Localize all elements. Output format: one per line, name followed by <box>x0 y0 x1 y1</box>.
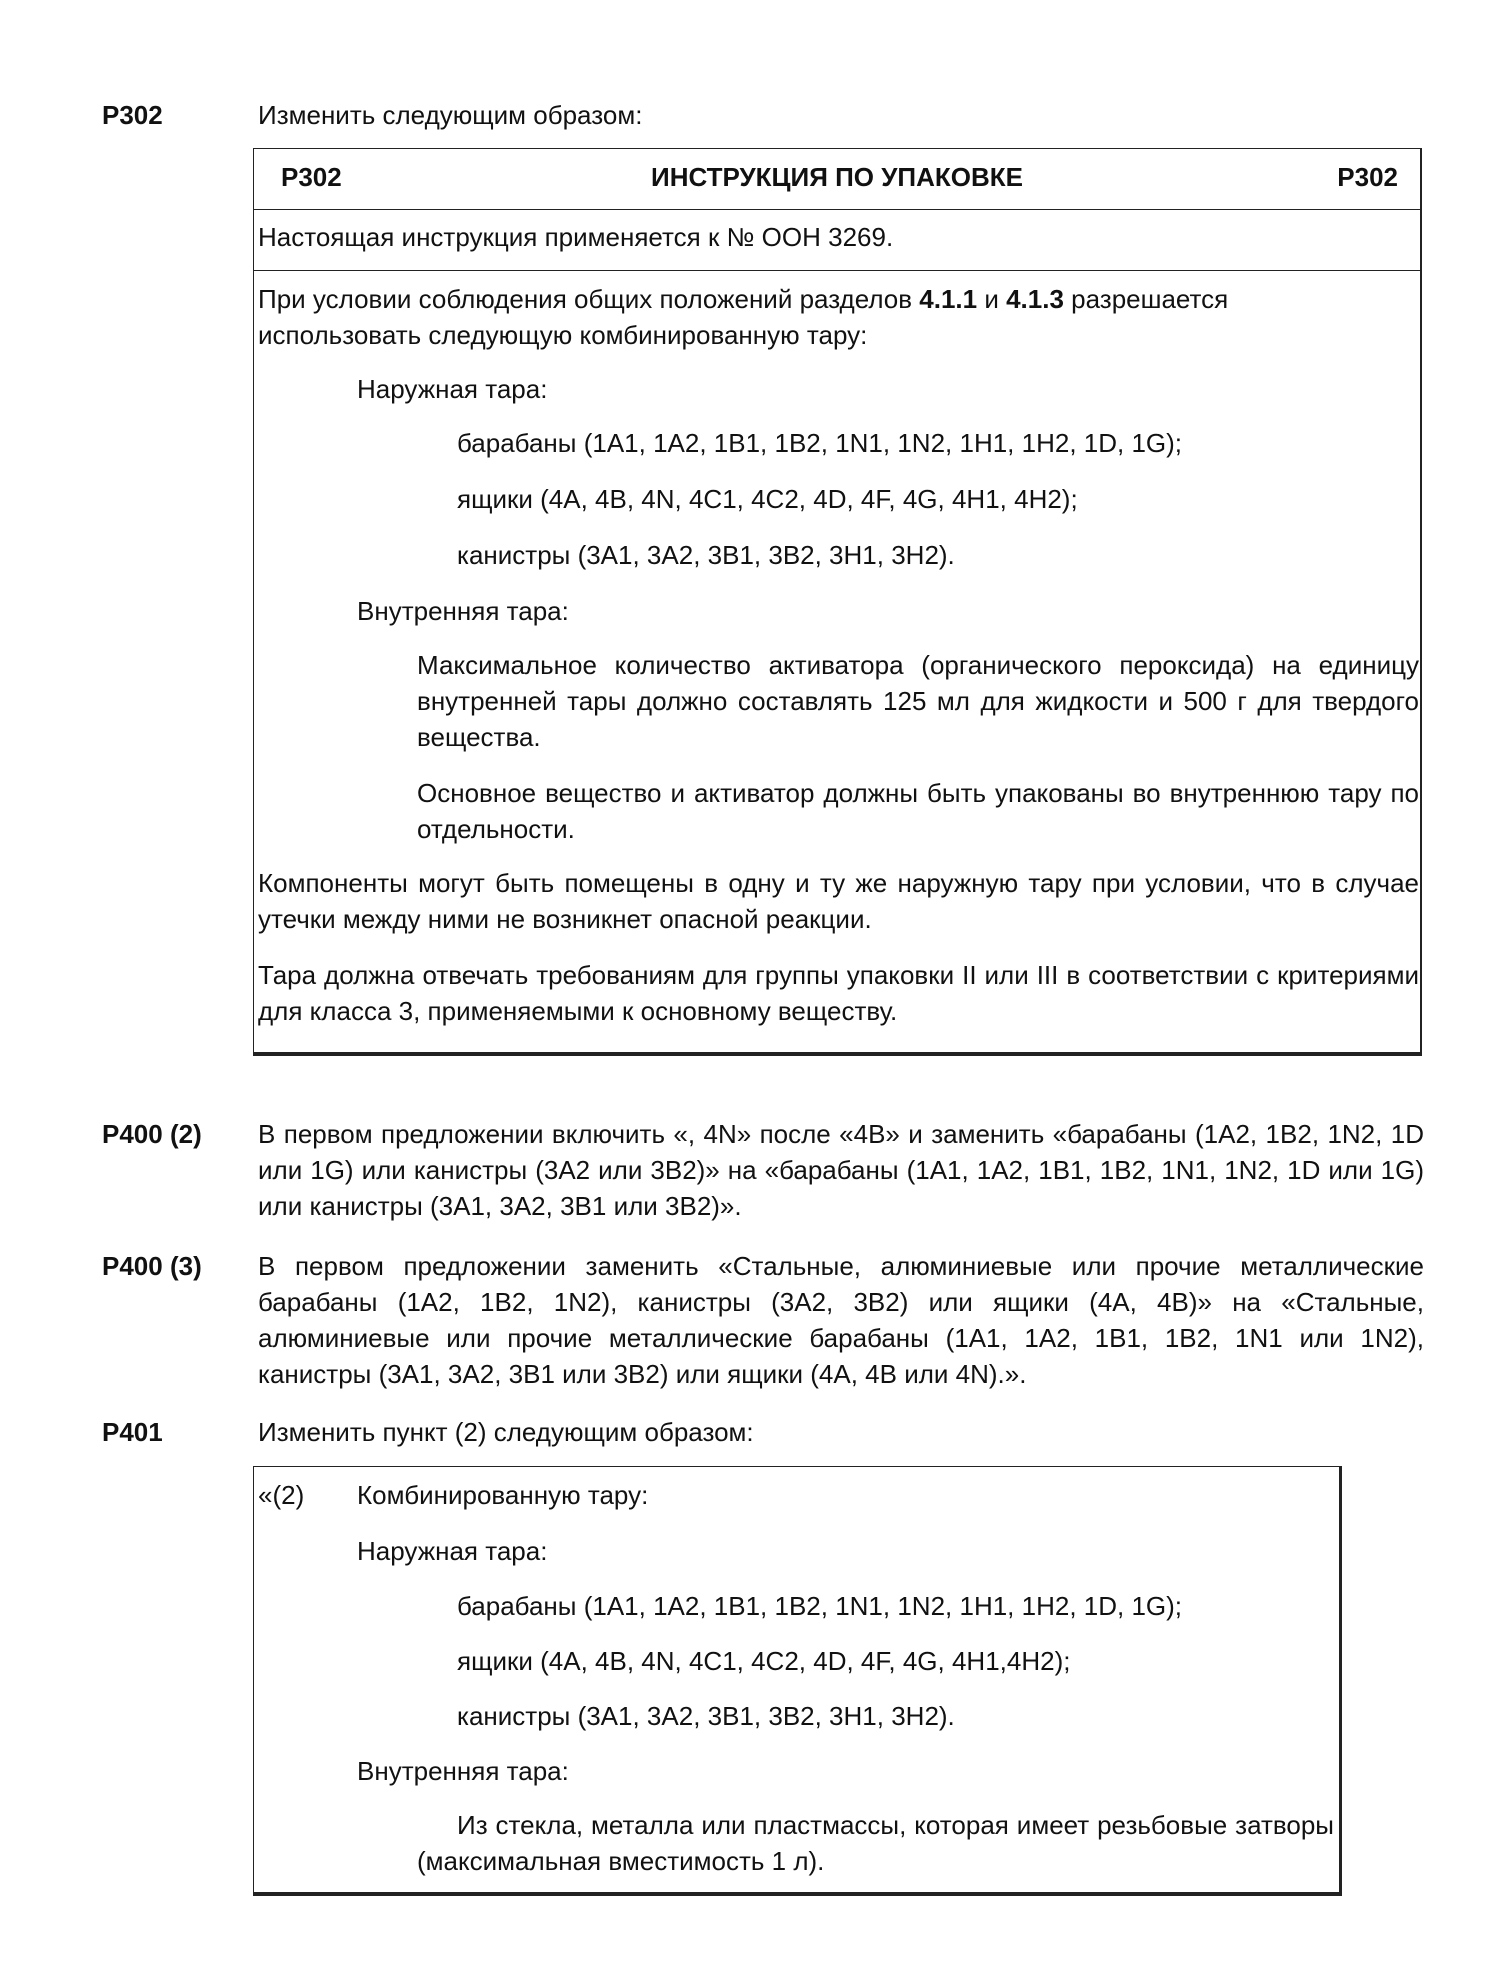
table-header-row <box>254 149 1420 210</box>
conditions-text <box>258 281 1308 353</box>
inner-separate-paragraph: Основное вещество и активатор должны быть упакованы во внутреннюю тару по отдельности. <box>417 778 1419 844</box>
p400-3-code: P400 (3) <box>102 1251 202 1281</box>
conditions-text-start: При условии соблюдения общих положений разделов <box>258 284 920 314</box>
inner-packaging-label: Внутренняя тара: <box>357 596 569 626</box>
outer-item-jerricans: канистры (3A1, 3A2, 3B1, 3B2, 3H1, 3H2). <box>457 540 955 570</box>
table-title: ИНСТРУКЦИЯ ПО УПАКОВКЕ <box>651 162 1023 192</box>
p401-amendment-box <box>253 1466 1342 1896</box>
p302-intro: Изменить следующим образом: <box>258 100 643 130</box>
p400-2-text: В первом предложении включить «, 4N» после «4B» и заменить «барабаны (1A2, 1B2, 1N2, 1D или 1G) или канистры (3A2 или 3B2)» на «барабаны (1A1, 1A2, 1B1, 1B2, 1N1, 1N2, 1D или 1G) или канистры (3A1, 3A2, 3B1 или 3B2)». <box>258 1119 1424 1221</box>
conditions-text-and: и <box>977 284 1007 314</box>
section-ref-4-1-3: 4.1.3 <box>1006 284 1064 314</box>
p302-instruction-table <box>253 148 1422 1056</box>
outer-item-boxes: ящики (4A, 4B, 4N, 4C1, 4C2, 4D, 4F, 4G, 4H1,4H2); <box>457 1646 1071 1676</box>
inner-packaging-text: Из стекла, металла или пластмассы, которая имеет резьбовые затворы (максимальная вместимость 1 л). <box>417 1810 1334 1876</box>
outer-item-drums: барабаны (1A1, 1A2, 1B1, 1B2, 1N1, 1N2, 1H1, 1H2, 1D, 1G); <box>457 1591 1183 1621</box>
table-header-code-right: P302 <box>1337 162 1398 192</box>
section-ref-4-1-1: 4.1.1 <box>919 284 978 314</box>
note-components: Компоненты могут быть помещены в одну и ту же наружную тару при условии, что в случае утечки между ними не возникнет опасной реакции. <box>258 868 1419 934</box>
outer-item-drums: барабаны (1A1, 1A2, 1B1, 1B2, 1N1, 1N2, 1H1, 1H2, 1D, 1G); <box>457 428 1183 458</box>
outer-item-jerricans: канистры (3A1, 3A2, 3B1, 3B2, 3H1, 3H2). <box>457 1701 955 1731</box>
conditions-text-end: разрешается использовать следующую комбинированную тару: <box>258 284 1229 350</box>
p400-3-text: В первом предложении заменить «Стальные, алюминиевые или прочие металлические барабаны (1A2, 1B2, 1N2), канистры (3A2, 3B2) или ящики (4A, 4B)» на «Стальные, алюминиевые или прочие металлические барабаны (1A1, 1A2, 1B1, 1B2, 1N1 или 1N2), канистры (3A1, 3A2, 3B1 или 3B2) или ящики (4A, 4B или 4N).». <box>258 1251 1424 1389</box>
note-packing-group: Тара должна отвечать требованиям для группы упаковки II или III в соответствии с критериями для класса 3, применяемыми к основному веществу. <box>258 960 1419 1026</box>
applies-text: Настоящая инструкция применяется к № ООН 3269. <box>258 222 894 252</box>
inner-packaging-label: Внутренняя тара: <box>357 1756 569 1786</box>
p401-intro: Изменить пункт (2) следующим образом: <box>258 1417 754 1447</box>
outer-packaging-label: Наружная тара: <box>357 374 548 404</box>
p401-code: P401 <box>102 1417 163 1447</box>
p400-2-code: P400 (2) <box>102 1119 202 1149</box>
combined-packaging-label: Комбинированную тару: <box>357 1480 649 1510</box>
outer-packaging-label: Наружная тара: <box>357 1536 548 1566</box>
item-number: «(2) <box>258 1480 305 1510</box>
inner-activator-paragraph: Максимальное количество активатора (органического пероксида) на единицу внутренней тары должно составлять 125 мл для жидкости и 500 г для твердого вещества. <box>417 650 1419 752</box>
p302-code: P302 <box>102 100 163 130</box>
outer-item-boxes: ящики (4A, 4B, 4N, 4C1, 4C2, 4D, 4F, 4G, 4H1, 4H2); <box>457 484 1078 514</box>
table-header-code-left: P302 <box>281 162 342 192</box>
applies-row <box>254 209 1420 271</box>
